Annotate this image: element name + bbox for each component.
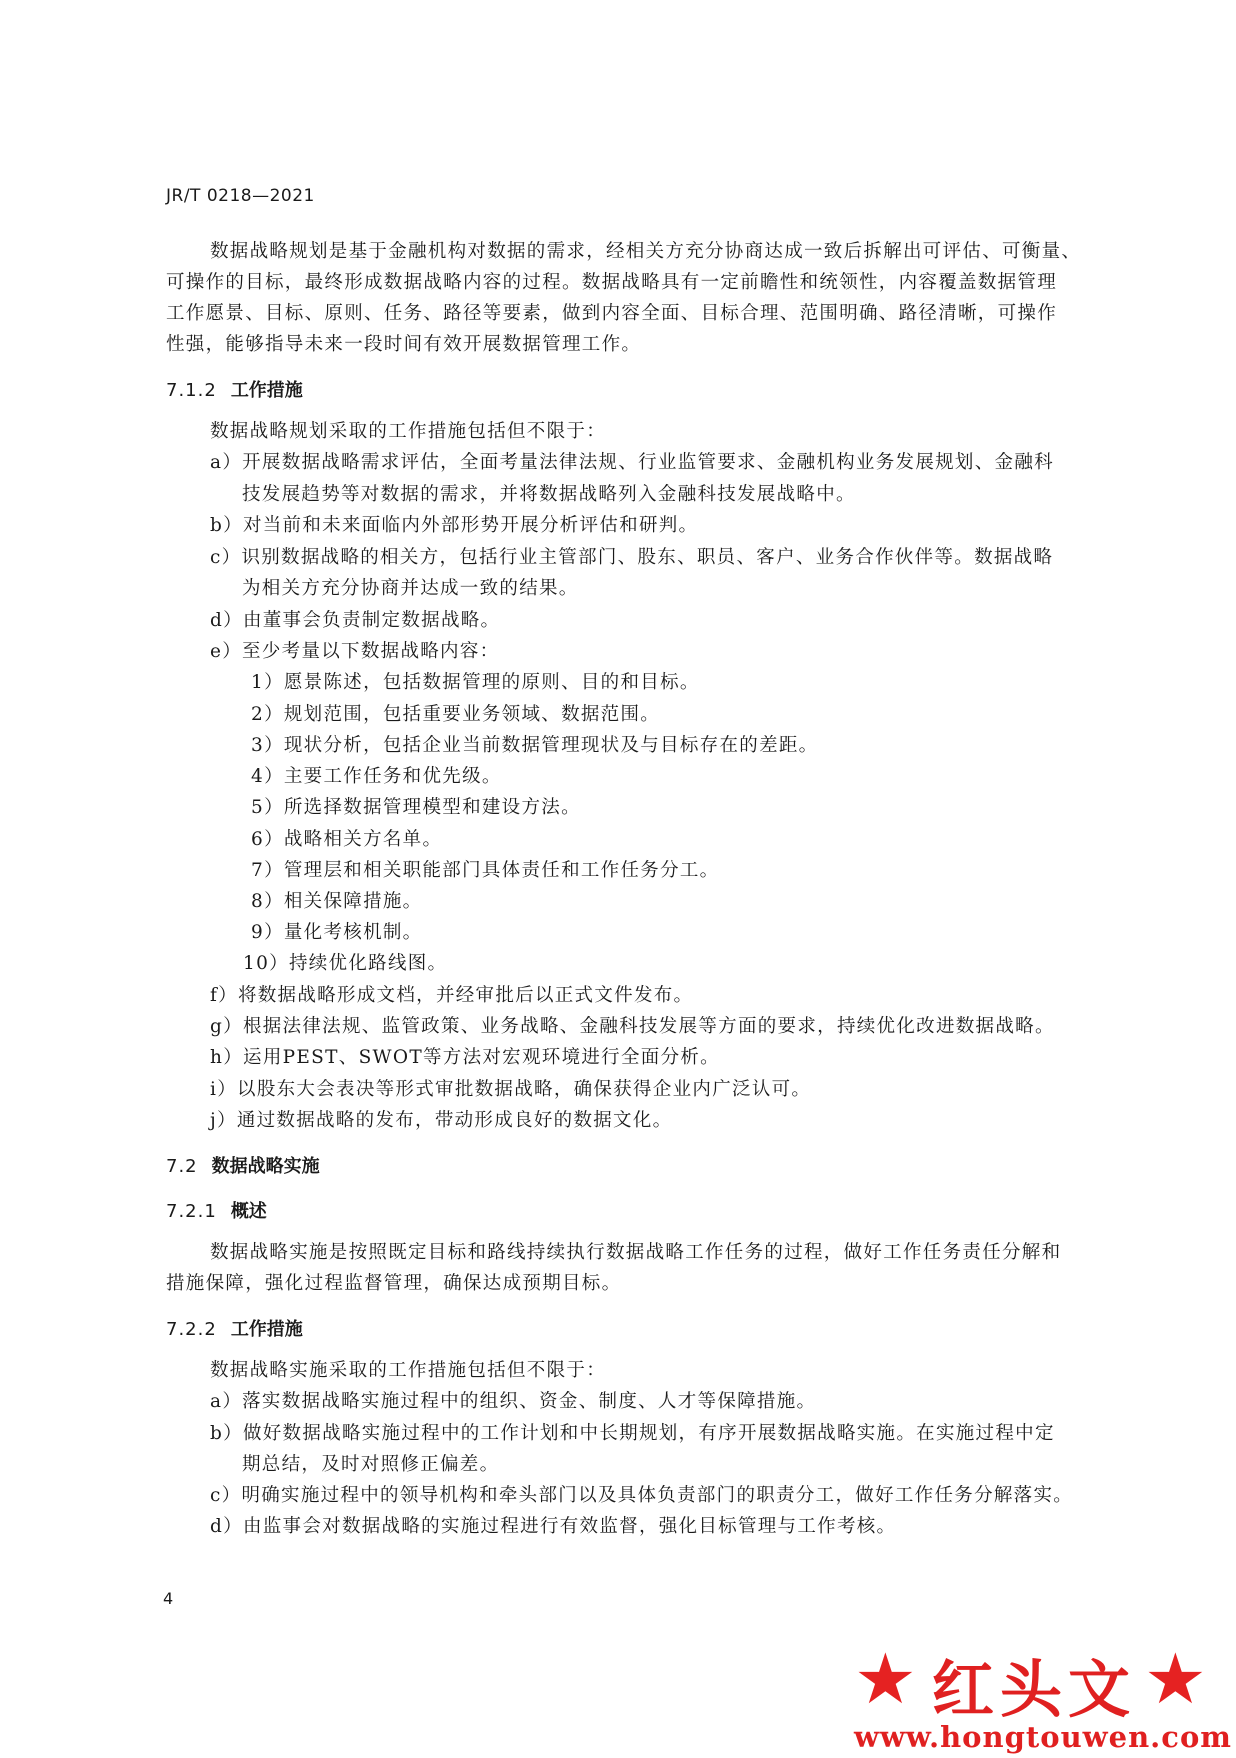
text-line: c）明确实施过程中的领导机构和牵头部门以及具体负责部门的职责分工，做好工作任务分解落实。 [210,1485,1074,1506]
section-number: 7.1.2 [166,380,217,401]
text-line: 9）量化考核机制。 [251,922,423,943]
section-title: 工作措施 [230,1319,303,1340]
section-heading [166,1201,267,1223]
section-title: 数据战略实施 [211,1156,320,1177]
text-line: d）由监事会对数据战略的实施过程进行有效监督，强化目标管理与工作考核。 [210,1516,897,1537]
text-line: a）落实数据战略实施过程中的组织、资金、制度、人才等保障措施。 [210,1391,817,1412]
text-line: 措施保障，强化过程监督管理，确保达成预期目标。 [166,1273,622,1294]
watermark [854,1638,1232,1754]
text-line: 工作愿景、目标、原则、任务、路径等要素，做到内容全面、目标合理、范围明确、路径清晰，可操作 [166,303,1058,324]
text-line: 5）所选择数据管理模型和建设方法。 [251,797,581,818]
text-line: d）由董事会负责制定数据战略。 [210,610,501,631]
star-icon: ★ [854,1638,917,1720]
star-icon: ★ [1144,1638,1207,1720]
text-line: f）将数据战略形成文档，并经审批后以正式文件发布。 [210,985,694,1006]
text-line: 6）战略相关方名单。 [251,829,443,850]
section-heading [166,380,303,402]
section-title: 工作措施 [230,380,303,401]
text-line: 3）现状分析，包括企业当前数据管理现状及与目标存在的差距。 [251,735,819,756]
text-line: a）开展数据战略需求评估，全面考量法律法规、行业监管要求、金融机构业务发展规划、金融科 [210,452,1054,473]
section-number: 7.2 [166,1156,198,1177]
page-number: 4 [163,1589,174,1608]
section-number: 7.2.1 [166,1201,217,1222]
section-title: 概述 [230,1201,267,1222]
text-line: 可操作的目标，最终形成数据战略内容的过程。数据战略具有一定前瞻性和统领性，内容覆盖数据管理 [166,272,1058,293]
section-number: 7.2.2 [166,1319,217,1340]
text-line: e）至少考量以下数据战略内容： [210,641,500,662]
text-line: 10）持续优化路线图。 [243,953,448,974]
text-line: 为相关方充分协商并达成一致的结果。 [242,578,579,599]
document-header: JR/T 0218—2021 [166,186,315,206]
text-line: 性强，能够指导未来一段时间有效开展数据管理工作。 [166,334,642,355]
section-heading [166,1156,320,1178]
text-line: 7）管理层和相关职能部门具体责任和工作任务分工。 [251,860,720,881]
text-line: i）以股东大会表决等形式审批数据战略，确保获得企业内广泛认可。 [210,1079,812,1100]
text-line: j）通过数据战略的发布，带动形成良好的数据文化。 [210,1110,673,1131]
text-line: g）根据法律法规、监管政策、业务战略、金融科技发展等方面的要求，持续优化改进数据战略。 [210,1016,1055,1037]
watermark-title: 红头文 [932,1653,1137,1726]
text-line: 数据战略规划采取的工作措施包括但不限于： [210,421,607,442]
text-line: 数据战略实施采取的工作措施包括但不限于： [210,1360,607,1381]
text-line: 2）规划范围，包括重要业务领域、数据范围。 [251,704,661,725]
text-line: 4）主要工作任务和优先级。 [251,766,502,787]
text-line: 技发展趋势等对数据的需求，并将数据战略列入金融科技发展战略中。 [242,484,856,505]
watermark-url: www.hongtouwen.com [854,1720,1232,1754]
text-line: 数据战略实施是按照既定目标和路线持续执行数据战略工作任务的过程，做好工作任务责任分解和 [210,1242,1062,1263]
text-line: 8）相关保障措施。 [251,891,423,912]
text-line: h）运用PEST、SWOT等方法对宏观环境进行全面分析。 [210,1047,720,1068]
section-heading [166,1319,303,1341]
text-line: 期总结，及时对照修正偏差。 [242,1454,500,1475]
text-line: b）做好数据战略实施过程中的工作计划和中长期规划，有序开展数据战略实施。在实施过程中定 [210,1423,1055,1444]
text-line: 1）愿景陈述，包括数据管理的原则、目的和目标。 [251,672,700,693]
text-line: c）识别数据战略的相关方，包括行业主管部门、股东、职员、客户、业务合作伙伴等。数据战略 [210,547,1054,568]
text-line: 数据战略规划是基于金融机构对数据的需求，经相关方充分协商达成一致后拆解出可评估、可衡量、 [210,241,1082,262]
text-line: b）对当前和未来面临内外部形势开展分析评估和研判。 [210,515,699,536]
